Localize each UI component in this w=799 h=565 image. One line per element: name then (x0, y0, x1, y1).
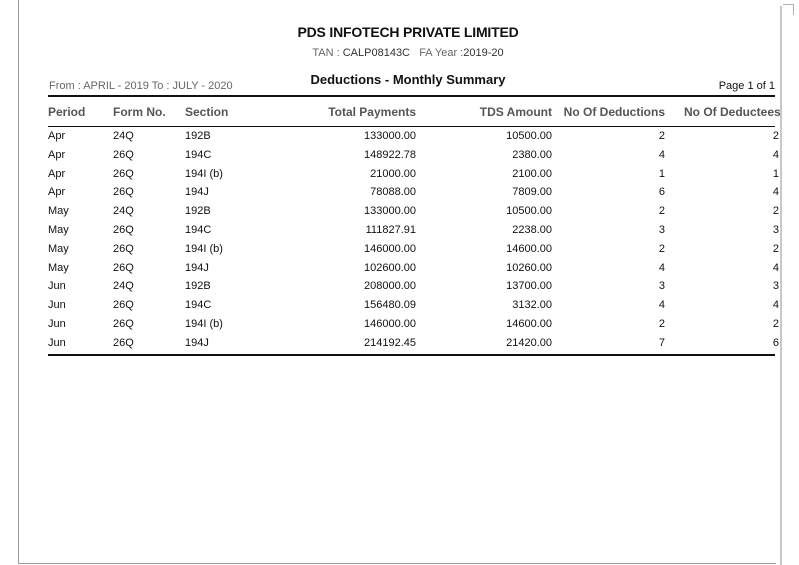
cell-tds-amount: 2100.00 (512, 167, 552, 180)
cell-total-payments: 148922.78 (364, 148, 416, 161)
cell-total-payments: 146000.00 (364, 242, 416, 255)
cell-no-of-deductions: 3 (658, 223, 665, 236)
cell-tds-amount: 10500.00 (506, 205, 552, 218)
cell-form-no: 24Q (113, 280, 134, 293)
table-row (48, 335, 779, 354)
cell-total-payments: 146000.00 (364, 317, 416, 330)
cell-form-no: 26Q (113, 242, 134, 255)
tan-value: CALP08143C (342, 47, 411, 59)
cell-total-payments: 78088.00 (370, 186, 416, 199)
cell-tds-amount: 7809.00 (512, 186, 552, 199)
column-header-section: Section (185, 105, 229, 119)
cell-total-payments: 133000.00 (364, 130, 416, 142)
cell-no-of-deductees: 3 (772, 280, 779, 293)
cell-section: 194I (b) (185, 242, 223, 255)
cell-section: 192B (185, 280, 211, 293)
cell-no-of-deductees: 1 (772, 167, 779, 180)
cell-no-of-deductees: 4 (772, 186, 779, 199)
cell-total-payments: 111827.91 (365, 223, 416, 236)
cell-no-of-deductees: 2 (772, 317, 779, 330)
cell-no-of-deductees: 6 (772, 336, 779, 349)
cell-period: Apr (48, 130, 66, 142)
page-number: Page 1 of 1 (718, 80, 775, 92)
cell-form-no: 24Q (113, 205, 134, 218)
cell-section: 194C (185, 299, 212, 312)
cell-section: 194J (185, 261, 209, 274)
cell-no-of-deductees: 4 (772, 299, 779, 312)
cell-section: 194J (185, 336, 209, 349)
table-row (48, 184, 779, 203)
cell-tds-amount: 13700.00 (506, 280, 552, 293)
cell-no-of-deductions: 1 (658, 167, 665, 180)
table-row (48, 128, 779, 147)
cell-section: 194J (185, 186, 209, 199)
cell-period: Jun (48, 299, 66, 312)
cell-form-no: 26Q (113, 186, 134, 199)
cell-total-payments: 214192.45 (364, 336, 416, 349)
tan-line (48, 47, 768, 59)
cell-section: 194C (185, 223, 212, 236)
summary-table-body (48, 128, 779, 354)
header-top-rule (48, 95, 775, 97)
cell-no-of-deductions: 4 (658, 148, 665, 161)
cell-no-of-deductions: 2 (658, 130, 665, 142)
page-shadow (780, 6, 782, 565)
report-title: Deductions - Monthly Summary (310, 72, 506, 87)
table-bottom-rule (48, 354, 775, 356)
cell-form-no: 24Q (113, 130, 134, 142)
cell-form-no: 26Q (113, 223, 134, 236)
cell-section: 194I (b) (185, 317, 223, 330)
cell-no-of-deductions: 4 (658, 299, 665, 312)
table-row (48, 260, 779, 279)
cell-no-of-deductees: 2 (772, 242, 779, 255)
cell-no-of-deductions: 6 (658, 186, 665, 199)
cell-period: Apr (48, 167, 66, 180)
cell-total-payments: 133000.00 (364, 205, 416, 218)
cell-no-of-deductions: 7 (658, 336, 665, 349)
cell-form-no: 26Q (113, 167, 134, 180)
column-header-tds-amount: TDS Amount (479, 105, 552, 119)
cell-no-of-deductees: 3 (772, 223, 779, 236)
cell-section: 194C (185, 148, 212, 161)
period-range: From : APRIL - 2019 To : JULY - 2020 (49, 80, 233, 92)
cell-form-no: 26Q (113, 299, 134, 312)
cell-form-no: 26Q (113, 317, 134, 330)
tan-label: TAN : (312, 47, 340, 59)
cell-no-of-deductions: 2 (658, 317, 665, 330)
cell-tds-amount: 2238.00 (512, 223, 552, 236)
report-content (48, 0, 781, 565)
cell-no-of-deductions: 3 (658, 280, 665, 293)
column-header-total-payments: Total Payments (328, 105, 416, 119)
cell-period: Jun (48, 336, 66, 349)
table-row (48, 278, 779, 297)
table-row (48, 297, 779, 316)
cell-no-of-deductees: 4 (772, 148, 779, 161)
column-header-period: Period (48, 105, 86, 119)
cell-tds-amount: 14600.00 (506, 242, 552, 255)
cell-section: 192B (185, 130, 211, 142)
cell-form-no: 26Q (113, 261, 134, 274)
table-row (48, 166, 779, 185)
cell-no-of-deductions: 2 (658, 242, 665, 255)
cell-total-payments: 156480.09 (364, 299, 416, 312)
cell-period: Apr (48, 148, 66, 161)
cell-period: May (48, 223, 69, 236)
cell-tds-amount: 10500.00 (506, 130, 552, 142)
cell-total-payments: 208000.00 (364, 280, 416, 293)
cell-tds-amount: 10260.00 (506, 261, 552, 274)
table-row (48, 147, 779, 166)
cell-tds-amount: 2380.00 (512, 148, 552, 161)
cell-tds-amount: 14600.00 (506, 317, 552, 330)
column-header-form-no: Form No. (113, 105, 166, 119)
header-bottom-rule (48, 126, 775, 127)
cell-period: Apr (48, 186, 66, 199)
cell-period: Jun (48, 317, 66, 330)
column-header-no-of-deductees: No Of Deductees (684, 105, 781, 119)
cell-no-of-deductees: 2 (772, 130, 779, 142)
cell-total-payments: 21000.00 (370, 167, 416, 180)
cell-tds-amount: 3132.00 (512, 299, 552, 312)
cell-section: 194I (b) (185, 167, 223, 180)
cell-period: Jun (48, 280, 66, 293)
cell-form-no: 26Q (113, 336, 134, 349)
cell-no-of-deductions: 4 (658, 261, 665, 274)
cell-period: May (48, 261, 69, 274)
page-corner-mark (783, 4, 794, 15)
cell-total-payments: 102600.00 (364, 261, 416, 274)
fa-year-label: FA Year : (419, 47, 464, 59)
cell-no-of-deductions: 2 (658, 205, 665, 218)
cell-period: May (48, 205, 69, 218)
cell-section: 192B (185, 205, 211, 218)
cell-form-no: 26Q (113, 148, 134, 161)
table-row (48, 222, 779, 241)
table-row (48, 203, 779, 222)
company-name: PDS INFOTECH PRIVATE LIMITED (297, 24, 519, 40)
cell-no-of-deductees: 4 (772, 261, 779, 274)
fa-year-value: 2019-20 (463, 47, 504, 59)
column-header-no-of-deductions: No Of Deductions (563, 105, 665, 119)
table-row (48, 316, 779, 335)
cell-period: May (48, 242, 69, 255)
table-row (48, 241, 779, 260)
cell-no-of-deductees: 2 (772, 205, 779, 218)
cell-tds-amount: 21420.00 (506, 336, 552, 349)
